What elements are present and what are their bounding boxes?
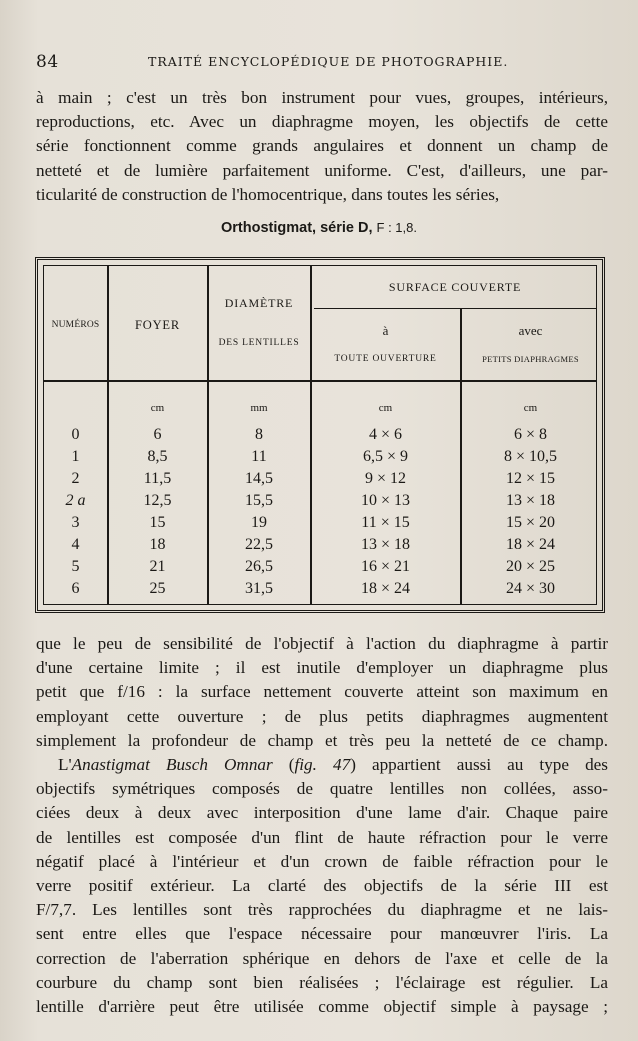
- text-line: de lentilles est composée d'un flint de haute réfraction pour le verre: [36, 827, 608, 847]
- cell-diametre: 31,5: [245, 580, 273, 597]
- header-petits-diaphragmes: PETITS DIAPHRAGMES: [482, 354, 579, 364]
- text-line: simplement la profondeur de champ et très peu la netteté de ce champ.: [36, 730, 608, 750]
- cell-toute-ouverture: 11 × 15: [361, 514, 410, 531]
- cell-petits-diaphragmes: 12 × 15: [505, 470, 556, 487]
- header-surface-couverte: SURFACE COUVERTE: [388, 280, 522, 294]
- cell-foyer: 21: [149, 558, 166, 575]
- text-line: F/7,7. Les lentilles sont très rapprochées du diaphragme et ne lais-: [36, 900, 608, 920]
- header-des-lentilles: DES LENTILLES: [218, 338, 300, 348]
- cell-numero: 1: [71, 448, 80, 465]
- cell-toute-ouverture: 9 × 12: [364, 470, 407, 487]
- cell-toute-ouverture: 4 × 6: [368, 426, 403, 443]
- page-header: [36, 52, 606, 72]
- running-title: TRAITÉ ENCYCLOPÉDIQUE DE PHOTOGRAPHIE.: [148, 54, 509, 69]
- header-toute-ouverture: TOUTE OUVERTURE: [334, 354, 437, 364]
- cell-toute-ouverture: 18 × 24: [360, 580, 411, 597]
- unit-toute: cm: [378, 402, 393, 414]
- cell-foyer: 11,5: [143, 470, 172, 487]
- lens-table-inner: [43, 265, 597, 605]
- cell-petits-diaphragmes: 15 × 20: [505, 514, 556, 531]
- lens-table: [35, 257, 605, 613]
- lead-figure-ref: fig. 47: [294, 755, 351, 774]
- header-a: à: [382, 323, 389, 338]
- cell-numero: 3: [71, 514, 80, 531]
- cell-diametre: 19: [251, 514, 267, 531]
- unit-diametre: mm: [250, 402, 268, 414]
- cell-foyer: 6: [153, 426, 162, 443]
- unit-foyer: cm: [150, 402, 165, 414]
- header-foyer: FOYER: [135, 318, 180, 332]
- lead-prefix: L': [58, 755, 72, 774]
- cell-petits-diaphragmes: 6 × 8: [513, 426, 548, 443]
- text-line: ciées deux à deux avec interposition d'une lame d'air. Chaque paire: [36, 803, 608, 823]
- cell-numero: 4: [71, 536, 80, 553]
- table-caption-ratio: F : 1,8.: [376, 220, 417, 235]
- text-line: négatif placé à l'intérieur et d'un crown de faible réfraction pour le: [36, 851, 608, 871]
- text-line: courbure du champ sont bien réalisées ; l'éclairage est régulier. La: [36, 972, 608, 992]
- cell-petits-diaphragmes: 20 × 25: [505, 558, 556, 575]
- text-line: reproductions, etc. Avec un diaphragme moyen, les objectifs de cette: [36, 112, 608, 132]
- paragraph-diaphragme: [36, 632, 608, 753]
- cell-diametre: 14,5: [245, 470, 273, 487]
- lead-italic-title: Anastigmat Busch Omnar: [71, 755, 273, 774]
- cell-diametre: 8: [255, 426, 263, 443]
- cell-diametre: 15,5: [245, 492, 273, 509]
- text-line: verre positif extérieur. La clarté des objectifs de la série III est: [36, 876, 608, 896]
- table-caption: [0, 220, 638, 236]
- text-line: correction de l'aberration sphérique en dehors de l'axe et celle de la: [36, 948, 608, 968]
- cell-diametre: 11: [251, 448, 267, 465]
- text-line: lentille d'arrière peut être utilisée comme objectif simple à paysage ;: [36, 997, 608, 1017]
- text-line: ticularité de construction de l'homocentrique, dans toutes les séries,: [36, 184, 500, 204]
- text-line: à main ; c'est un très bon instrument pour vues, groupes, intérieurs,: [36, 88, 608, 107]
- cell-toute-ouverture: 13 × 18: [360, 536, 411, 553]
- cell-toute-ouverture: 16 × 21: [360, 558, 411, 575]
- cell-numero: 0: [71, 426, 80, 443]
- text-line: que le peu de sensibilité de l'objectif à l'action du diaphragme à partir: [36, 634, 608, 653]
- header-rule: [44, 380, 596, 382]
- cell-petits-diaphragmes: 13 × 18: [505, 492, 556, 509]
- cell-foyer: 12,5: [143, 492, 172, 509]
- cell-foyer: 25: [149, 580, 166, 597]
- text-line: objectifs symétriques composés de quatre lentilles non collées, asso-: [36, 779, 608, 799]
- lead-rest: ) appartient aussi au type des: [350, 755, 608, 774]
- cell-diametre: 22,5: [245, 536, 273, 553]
- text-line: d'une certaine limite ; il est inutile d'employer un diaphragme plus: [36, 658, 608, 678]
- paragraph-anastigmat: [36, 753, 608, 1019]
- header-diametre: DIAMÈTRE: [224, 296, 294, 310]
- cell-petits-diaphragmes: 24 × 30: [505, 580, 556, 597]
- cell-diametre: 26,5: [245, 558, 273, 575]
- unit-petits: cm: [523, 402, 538, 414]
- text-line: série fonctionnent comme grands angulaires et donnent un champ de: [36, 136, 608, 156]
- cell-numero: 2: [71, 470, 80, 487]
- paragraph-top: [36, 86, 608, 207]
- cell-numero: 5: [71, 558, 80, 575]
- table-caption-title: Orthostigmat, série D,: [221, 220, 373, 236]
- cell-foyer: 15: [149, 514, 166, 531]
- text-line: petit que f/16 : la surface nettement couverte atteint son maximum en: [36, 682, 608, 702]
- text-line: employant cette ouverture ; de plus petits diaphragmes augmentent: [36, 706, 608, 726]
- cell-toute-ouverture: 6,5 × 9: [362, 448, 409, 465]
- cell-foyer: 8,5: [147, 448, 168, 465]
- cell-petits-diaphragmes: 18 × 24: [505, 536, 556, 553]
- lead-paren-open: (: [272, 755, 295, 774]
- cell-foyer: 18: [149, 536, 166, 553]
- surface-rule: [314, 308, 596, 309]
- text-line: sent entre elles que l'espace nécessaire pour manœuvrer l'iris. La: [36, 924, 608, 944]
- header-numeros: NUMÉROS: [51, 320, 100, 330]
- text-line: netteté et de lumière parfaitement uniforme. C'est, d'ailleurs, une par-: [36, 160, 608, 180]
- header-avec: avec: [518, 323, 543, 338]
- cell-numero: 6: [71, 580, 80, 597]
- cell-toute-ouverture: 10 × 13: [360, 492, 411, 509]
- text-line-lead: [36, 753, 608, 777]
- page-number: 84: [36, 52, 59, 72]
- cell-numero: 2 a: [65, 492, 86, 509]
- cell-petits-diaphragmes: 8 × 10,5: [503, 448, 558, 465]
